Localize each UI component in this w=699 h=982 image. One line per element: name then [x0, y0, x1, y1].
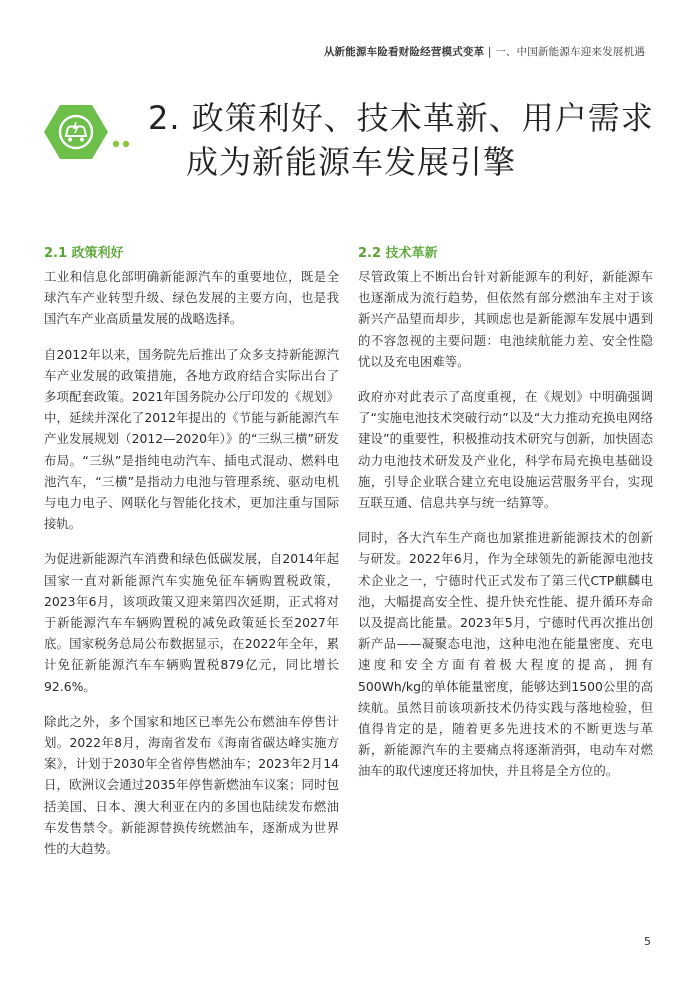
section-logo	[44, 103, 144, 161]
car-wheel	[80, 138, 84, 142]
paragraph: 自2012年以来，国务院先后推出了众多支持新能源汽车产业发展的政策措施，各地方政府结合实际出台了多项配套政策。2021年国务院办公厅印发的《规划》中，延续并深化了2012年提出的《节能与新能源汽车产业发展规划（2012—2020年）》的“三纵三横”研发布局。“三纵”是指纯电动汽车、插电式混动、燃料电池汽车，“三横”是指动力电池与管理系统、驱动电机与电力电子、网联化与智能化技术，更加注重与国际接轨。	[44, 346, 339, 532]
report-title: 从新能源车险看财险经营模式变革	[323, 46, 485, 58]
paragraph: 除此之外，多个国家和地区已率先公布燃油车停售计划。2022年8月，海南省发布《海南省碳达峰实施方案》，计划于2030年全省停售燃油车；2023年2月14日，欧洲议会通过2035年停售新燃油车议案；同时包括美国、日本、澳大利亚在内的多国也陆续发布燃油车发售禁令。新能源替换传统燃油车，逐渐成为世界性的大趋势。	[44, 713, 339, 857]
right-column	[358, 245, 653, 796]
accent-dot	[123, 141, 129, 147]
title-line-2: 成为新能源车发展引擎	[186, 143, 517, 181]
paragraph: 同时，各大汽车生产商也加紧推进新能源技术的创新与研发。2022年6月，作为全球领先的新能源电池技术企业之一，宁德时代正式发布了第三代CTP麒麟电池，大幅提高安全性、提升快充性能、提升循环寿命以及提高比能量。2023年5月，宁德时代再次推出创新产品——凝聚态电池，这种电池在能量密度、充电速度和安全方面有着极大程度的提高，拥有500Wh/kg的单体能量密度，能够达到1500公里的高续航。虽然目前该项新技术仍待实践与落地检验，但值得肯定的是，随着更多先进技术的不断更迭与革新，新能源汽车的主要痛点将逐渐消弭，电动车对燃油车的取代速度还将加快，并且将是全方位的。	[358, 530, 653, 779]
page-number: 5	[644, 935, 651, 948]
section-heading-policy: 2.1 政策利好	[44, 246, 124, 261]
paragraph: 为促进新能源汽车消费和绿色低碳发展，自2014年起国家一直对新能源汽车实施免征车辆购置税政策，2023年6月，该项政策又迎来第四次延期，正式将对于新能源汽车车辆购置税的减免政策延长至2027年底。国家税务总局公布数据显示，在2022年全年，累计免征新能源汽车车辆购置税879亿元，同比增长92.6%。	[44, 551, 339, 694]
paragraph: 尽管政策上不断出台针对新能源车的利好，新能源车也逐渐成为流行趋势，但依然有部分燃油车主对于该新兴产品望而却步，其顾虑也是新能源车发展中遇到的不容忽视的主要问题：电池续航能力差、安全性隐忧以及充电困难等。	[358, 269, 653, 369]
accent-dot	[113, 141, 119, 147]
paragraph: 政府亦对此表示了高度重视，在《规划》中明确强调了“实施电池技术突破行动”以及“大力推动充换电网络建设”的重要性，积极推动技术研究与创新，加快固态动力电池技术研发及产业化，科学布局充换电基础设施，引导企业联合建立充电设施运营服务平台，实现互联互通、信息共享与统一结算等。	[358, 389, 653, 511]
chapter-title: 一、中国新能源车迎来发展机遇	[495, 46, 645, 58]
car-badge-icon	[44, 103, 144, 161]
section-heading-technology: 2.2 技术革新	[358, 246, 438, 261]
left-column	[44, 245, 339, 873]
title-line-1: 2. 政策利好、技术革新、用户需求	[148, 99, 654, 137]
running-header	[324, 44, 645, 59]
header-separator: |	[487, 46, 492, 58]
car-wheel	[68, 138, 72, 142]
paragraph: 工业和信息化部明确新能源汽车的重要地位，既是全球汽车产业转型升级、绿色发展的主要方向，也是我国汽车产业高质量发展的战略选择。	[44, 269, 339, 327]
page-title	[148, 96, 668, 184]
